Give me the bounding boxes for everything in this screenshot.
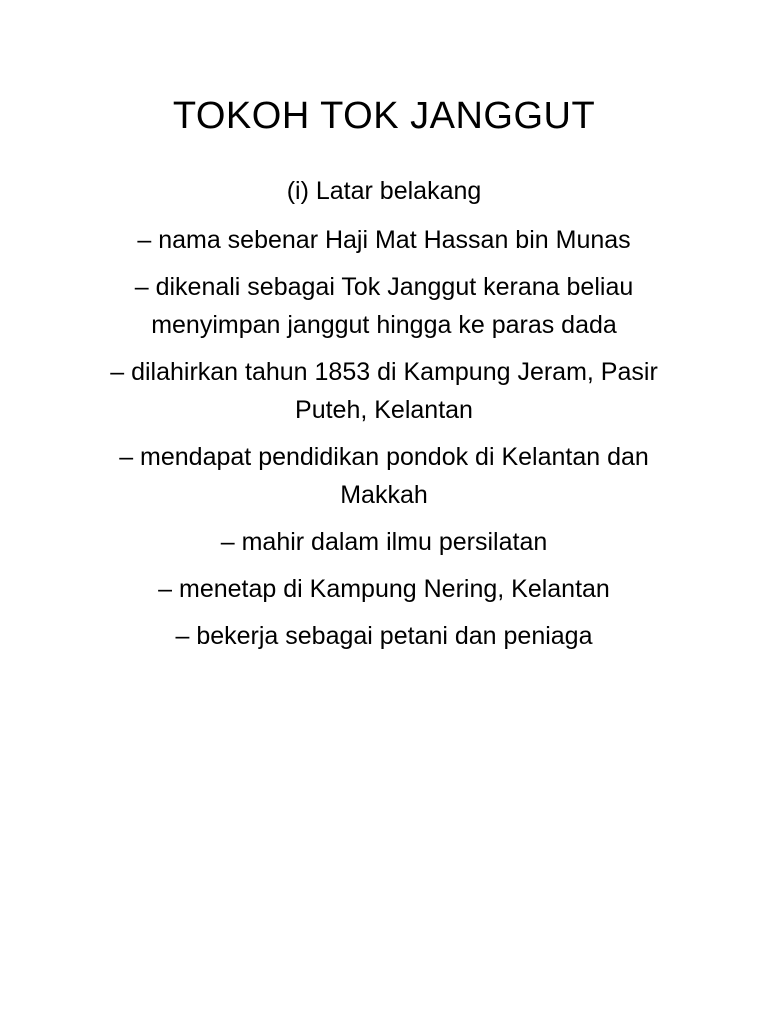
document-title: TOKOH TOK JANGGUT [172,95,596,137]
point-residence: – menetap di Kampung Nering, Kelantan [158,575,610,603]
point-real-name: – nama sebenar Haji Mat Hassan bin Munas [137,226,631,254]
document-body [84,172,684,664]
point-skill: – mahir dalam ilmu persilatan [220,528,548,556]
section-heading: (i) Latar belakang [286,177,482,205]
point-known-as: – dikenali sebagai Tok Janggut kerana beliau menyimpan janggut hingga ke paras dada [134,273,634,339]
point-birth: – dilahirkan tahun 1853 di Kampung Jeram, Pasir Puteh, Kelantan [110,358,658,424]
point-education: – mendapat pendidikan pondok di Kelantan dan Makkah [119,443,649,509]
point-occupation: – bekerja sebagai petani dan peniaga [175,622,593,650]
